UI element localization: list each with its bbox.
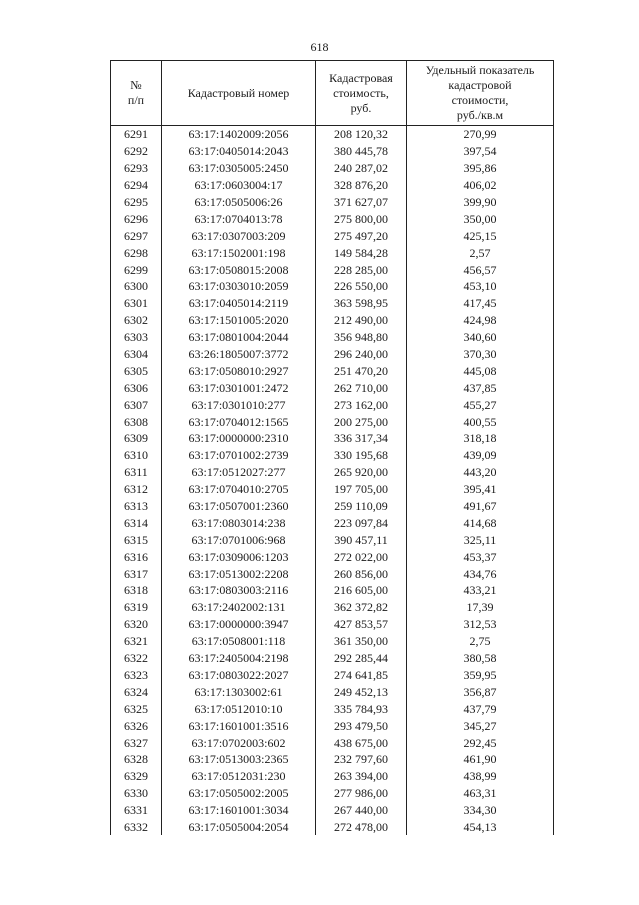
table-row [111,565,554,582]
table-row [111,312,554,329]
table-row [111,177,554,194]
cadastral-number: 63:17:0505002:2005 [162,785,316,802]
unit-cost: 399,90 [407,194,554,211]
cadastral-cost: 251 470,20 [316,362,407,379]
cadastral-number: 63:17:0701002:2739 [162,447,316,464]
row-number: 6315 [111,531,162,548]
table-row [111,802,554,819]
table-row [111,430,554,447]
row-number: 6320 [111,616,162,633]
cadastral-number: 63:17:0307003:209 [162,227,316,244]
cadastral-number: 63:17:0801004:2044 [162,329,316,346]
cadastral-number: 63:17:0405014:2043 [162,143,316,160]
unit-cost: 456,57 [407,261,554,278]
cadastral-number: 63:17:0603004:17 [162,177,316,194]
row-number: 6325 [111,700,162,717]
cadastral-cost: 427 853,57 [316,616,407,633]
cadastral-number: 63:17:0702003:602 [162,734,316,751]
table-row [111,278,554,295]
table-row [111,464,554,481]
unit-cost: 437,85 [407,379,554,396]
row-number: 6303 [111,329,162,346]
cadastral-cost: 267 440,00 [316,802,407,819]
cadastral-cost: 260 856,00 [316,565,407,582]
unit-cost: 312,53 [407,616,554,633]
table-row [111,194,554,211]
cadastral-number: 63:17:0000000:2310 [162,430,316,447]
unit-cost: 463,31 [407,785,554,802]
cadastral-cost: 212 490,00 [316,312,407,329]
cadastral-number: 63:17:0513003:2365 [162,751,316,768]
table-row [111,819,554,836]
cadastral-number: 63:17:0303010:2059 [162,278,316,295]
cadastral-number: 63:17:0000000:3947 [162,616,316,633]
table-row [111,396,554,413]
table-row [111,616,554,633]
table-row [111,362,554,379]
cadastral-cost: 293 479,50 [316,717,407,734]
unit-cost: 454,13 [407,819,554,836]
table-row [111,650,554,667]
unit-cost: 345,27 [407,717,554,734]
cadastral-number: 63:17:0301010:277 [162,396,316,413]
table-header [111,61,554,126]
table-row [111,768,554,785]
table-row [111,582,554,599]
unit-cost: 397,54 [407,143,554,160]
row-number: 6327 [111,734,162,751]
unit-cost: 414,68 [407,514,554,531]
table-body [111,126,554,836]
cadastral-number: 63:17:0508010:2927 [162,362,316,379]
cadastral-number: 63:17:1402009:2056 [162,126,316,143]
unit-cost: 438,99 [407,768,554,785]
cadastral-cost: 249 452,13 [316,683,407,700]
table-row [111,751,554,768]
table-row [111,700,554,717]
cadastral-table [110,60,554,835]
unit-cost: 356,87 [407,683,554,700]
unit-cost: 437,79 [407,700,554,717]
row-number: 6309 [111,430,162,447]
row-number: 6298 [111,244,162,261]
unit-cost: 325,11 [407,531,554,548]
table-row [111,734,554,751]
cadastral-cost: 197 705,00 [316,481,407,498]
row-number: 6304 [111,346,162,363]
cadastral-cost: 328 876,20 [316,177,407,194]
row-number: 6310 [111,447,162,464]
unit-cost: 453,10 [407,278,554,295]
row-number: 6324 [111,683,162,700]
table-row [111,295,554,312]
unit-cost: 434,76 [407,565,554,582]
cadastral-cost: 240 287,02 [316,160,407,177]
cadastral-number: 63:17:0309006:1203 [162,548,316,565]
table-row [111,531,554,548]
row-number: 6331 [111,802,162,819]
row-number: 6311 [111,464,162,481]
unit-cost: 2,75 [407,633,554,650]
cadastral-cost: 277 986,00 [316,785,407,802]
cadastral-cost: 228 285,00 [316,261,407,278]
cadastral-cost: 149 584,28 [316,244,407,261]
unit-cost: 340,60 [407,329,554,346]
row-number: 6307 [111,396,162,413]
row-number: 6293 [111,160,162,177]
cadastral-number: 63:17:0803022:2027 [162,667,316,684]
row-number: 6318 [111,582,162,599]
row-number: 6330 [111,785,162,802]
unit-cost: 491,67 [407,498,554,515]
unit-cost: 406,02 [407,177,554,194]
row-number: 6323 [111,667,162,684]
cadastral-number: 63:17:0512010:10 [162,700,316,717]
row-number: 6319 [111,599,162,616]
cadastral-cost: 356 948,80 [316,329,407,346]
cadastral-cost: 200 275,00 [316,413,407,430]
cadastral-number: 63:17:0305005:2450 [162,160,316,177]
cadastral-cost: 272 022,00 [316,548,407,565]
unit-cost: 400,55 [407,413,554,430]
cadastral-number: 63:17:1601001:3516 [162,717,316,734]
table-row [111,227,554,244]
table-row [111,447,554,464]
cadastral-cost: 335 784,93 [316,700,407,717]
table-row [111,346,554,363]
header-num: № п/п [111,61,162,126]
cadastral-cost: 232 797,60 [316,751,407,768]
row-number: 6329 [111,768,162,785]
cadastral-cost: 292 285,44 [316,650,407,667]
cadastral-number: 63:17:0704012:1565 [162,413,316,430]
cadastral-cost: 273 162,00 [316,396,407,413]
cadastral-cost: 265 920,00 [316,464,407,481]
row-number: 6291 [111,126,162,143]
table-row [111,481,554,498]
unit-cost: 370,30 [407,346,554,363]
unit-cost: 292,45 [407,734,554,751]
cadastral-cost: 263 394,00 [316,768,407,785]
cadastral-number: 63:17:0505004:2054 [162,819,316,836]
cadastral-number: 63:17:1501005:2020 [162,312,316,329]
cadastral-number: 63:17:0704013:78 [162,210,316,227]
table-row [111,413,554,430]
row-number: 6294 [111,177,162,194]
cadastral-number: 63:17:0508015:2008 [162,261,316,278]
unit-cost: 395,86 [407,160,554,177]
table-row [111,785,554,802]
cadastral-number: 63:17:1502001:198 [162,244,316,261]
unit-cost: 461,90 [407,751,554,768]
row-number: 6317 [111,565,162,582]
row-number: 6297 [111,227,162,244]
cadastral-cost: 262 710,00 [316,379,407,396]
unit-cost: 433,21 [407,582,554,599]
row-number: 6326 [111,717,162,734]
row-number: 6306 [111,379,162,396]
table-row [111,126,554,143]
cadastral-cost: 438 675,00 [316,734,407,751]
cadastral-number: 63:17:0505006:26 [162,194,316,211]
cadastral-cost: 274 641,85 [316,667,407,684]
unit-cost: 270,99 [407,126,554,143]
cadastral-cost: 223 097,84 [316,514,407,531]
table-row [111,143,554,160]
cadastral-number: 63:17:2402002:131 [162,599,316,616]
row-number: 6300 [111,278,162,295]
row-number: 6316 [111,548,162,565]
row-number: 6308 [111,413,162,430]
unit-cost: 445,08 [407,362,554,379]
unit-cost: 453,37 [407,548,554,565]
unit-cost: 443,20 [407,464,554,481]
cadastral-number: 63:17:0508001:118 [162,633,316,650]
row-number: 6328 [111,751,162,768]
cadastral-cost: 275 800,00 [316,210,407,227]
table-row [111,160,554,177]
table-row [111,210,554,227]
table-row [111,261,554,278]
cadastral-number: 63:17:1303002:61 [162,683,316,700]
unit-cost: 318,18 [407,430,554,447]
table-row [111,599,554,616]
cadastral-number: 63:17:0507001:2360 [162,498,316,515]
cadastral-cost: 208 120,32 [316,126,407,143]
cadastral-cost: 361 350,00 [316,633,407,650]
cadastral-number: 63:17:0512027:277 [162,464,316,481]
unit-cost: 424,98 [407,312,554,329]
cadastral-cost: 259 110,09 [316,498,407,515]
cadastral-cost: 216 605,00 [316,582,407,599]
row-number: 6295 [111,194,162,211]
header-cost: Кадастровая стоимость, руб. [316,61,407,126]
unit-cost: 2,57 [407,244,554,261]
table-row [111,329,554,346]
table-row [111,498,554,515]
cadastral-cost: 380 445,78 [316,143,407,160]
cadastral-cost: 363 598,95 [316,295,407,312]
cadastral-cost: 296 240,00 [316,346,407,363]
cadastral-number: 63:17:1601001:3034 [162,802,316,819]
table-row [111,244,554,261]
cadastral-number: 63:17:0301001:2472 [162,379,316,396]
row-number: 6321 [111,633,162,650]
cadastral-cost: 330 195,68 [316,447,407,464]
unit-cost: 359,95 [407,667,554,684]
unit-cost: 380,58 [407,650,554,667]
row-number: 6314 [111,514,162,531]
page-number: 618 [310,40,329,54]
cadastral-cost: 272 478,00 [316,819,407,836]
header-unit-cost: Удельный показатель кадастровой стоимости, руб./кв.м [407,61,554,126]
table-row [111,548,554,565]
unit-cost: 395,41 [407,481,554,498]
row-number: 6312 [111,481,162,498]
table-row [111,379,554,396]
row-number: 6292 [111,143,162,160]
cadastral-cost: 275 497,20 [316,227,407,244]
row-number: 6305 [111,362,162,379]
unit-cost: 425,15 [407,227,554,244]
cadastral-cost: 226 550,00 [316,278,407,295]
header-cadastral-number: Кадастровый номер [162,61,316,126]
unit-cost: 350,00 [407,210,554,227]
cadastral-number: 63:17:0704010:2705 [162,481,316,498]
row-number: 6313 [111,498,162,515]
cadastral-cost: 371 627,07 [316,194,407,211]
table-row [111,633,554,650]
cadastral-number: 63:17:0513002:2208 [162,565,316,582]
unit-cost: 417,45 [407,295,554,312]
cadastral-number: 63:17:0701006:968 [162,531,316,548]
cadastral-cost: 390 457,11 [316,531,407,548]
cadastral-number: 63:26:1805007:3772 [162,346,316,363]
row-number: 6302 [111,312,162,329]
row-number: 6322 [111,650,162,667]
unit-cost: 455,27 [407,396,554,413]
row-number: 6299 [111,261,162,278]
cadastral-cost: 336 317,34 [316,430,407,447]
row-number: 6301 [111,295,162,312]
unit-cost: 439,09 [407,447,554,464]
cadastral-number: 63:17:2405004:2198 [162,650,316,667]
cadastral-number: 63:17:0512031:230 [162,768,316,785]
cadastral-number: 63:17:0803003:2116 [162,582,316,599]
row-number: 6332 [111,819,162,836]
table-row [111,683,554,700]
row-number: 6296 [111,210,162,227]
table-row [111,667,554,684]
cadastral-number: 63:17:0803014:238 [162,514,316,531]
table-row [111,717,554,734]
cadastral-number: 63:17:0405014:2119 [162,295,316,312]
table-row [111,514,554,531]
cadastral-cost: 362 372,82 [316,599,407,616]
unit-cost: 17,39 [407,599,554,616]
unit-cost: 334,30 [407,802,554,819]
